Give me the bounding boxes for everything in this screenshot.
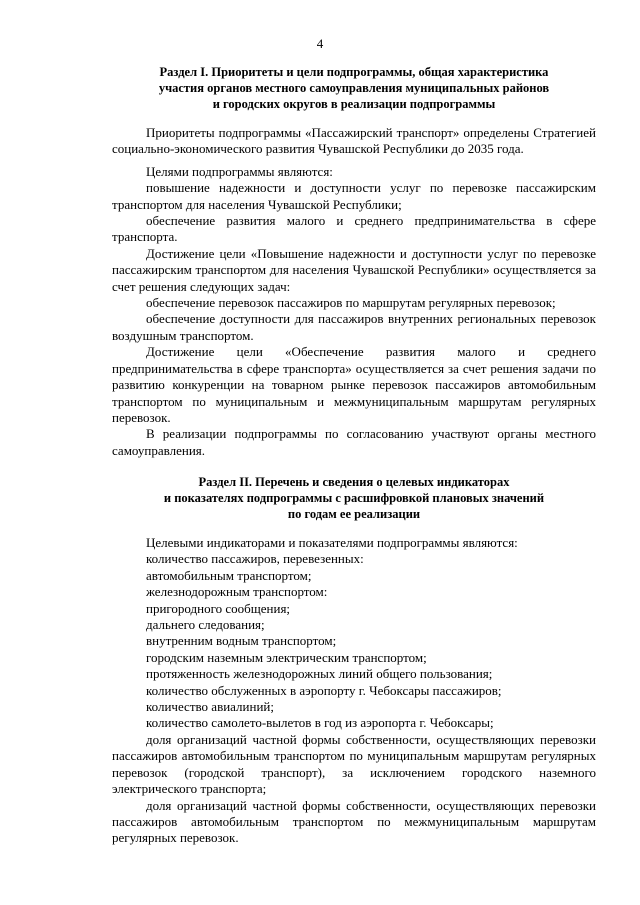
page-number: 4	[316, 36, 324, 51]
list-item: количество авиалиний;	[146, 699, 274, 715]
section-1-title-line: и городских округов в реализации подпрограммы	[212, 97, 496, 111]
list-item: внутренним водным транспортом;	[146, 633, 337, 649]
list-item: протяженность железнодорожных линий общего пользования;	[146, 666, 493, 682]
paragraph: обеспечение доступности для пассажиров внутренних региональных перевозок воздушным транспортом.	[112, 311, 596, 343]
section-2-title-line: по годам ее реализации	[287, 507, 421, 521]
list-item: автомобильным транспортом;	[146, 567, 312, 583]
list-item: пригородного сообщения;	[146, 600, 291, 616]
paragraph: В реализации подпрограммы по согласованию участвуют органы местного самоуправления.	[112, 426, 596, 458]
list-item: Целевыми индикаторами и показателями подпрограммы являются:	[146, 535, 518, 550]
paragraph: обеспечение перевозок пассажиров по маршрутам регулярных перевозок;	[146, 295, 556, 311]
list-item: дальнего следования;	[146, 617, 265, 633]
section-2-title-line: Раздел II. Перечень и сведения о целевых индикаторах	[198, 475, 510, 489]
section-1-title	[112, 64, 596, 112]
paragraph: доля организаций частной формы собственности, осуществляющих перевозки пассажиров автомобильным транспортом по муниципальным маршрутам регулярных перевозок (городской транспорт), за исключением городского наземного электрического транспорта;	[112, 731, 596, 797]
list-item: количество пассажиров, перевезенных:	[146, 551, 364, 567]
section-2-title	[112, 474, 596, 522]
paragraph: доля организаций частной формы собственности, осуществляющих перевозки пассажиров автомобильным транспортом по межмуниципальным маршрутам регулярных перевозок.	[112, 797, 596, 846]
section-2-body	[112, 535, 596, 847]
list-item: железнодорожным транспортом:	[146, 584, 328, 600]
paragraph: Приоритеты подпрограммы «Пассажирский транспорт» определены Стратегией социально-экономического развития Чувашской Республики до 2035 года.	[112, 125, 596, 157]
section-1-title-line: участия органов местного самоуправления муниципальных районов	[158, 81, 550, 95]
paragraph: обеспечение развития малого и среднего предпринимательства в сфере транспорта.	[112, 213, 596, 245]
list-item: количество обслуженных в аэропорту г. Чебоксары пассажиров;	[146, 682, 502, 698]
paragraph: Достижение цели «Обеспечение развития малого и среднего предпринимательства в сфере транспорта» осуществляется за счет решения задачи по развитию конкуренции на товарном рынке перевозок пассажиров автомобильным транспортом по муниципальным и межмуниципальным маршрутам регулярных перевозок.	[112, 344, 596, 425]
list-item: количество самолето-вылетов в год из аэропорта г. Чебоксары;	[146, 715, 494, 731]
paragraph: Достижение цели «Повышение надежности и доступности услуг по перевозке пассажирским транспортом для населения Чувашской Республики» осуществляется за счет решения следующих задач:	[112, 245, 596, 294]
section-2-title-line: и показателях подпрограммы с расшифровкой плановых значений	[163, 491, 545, 505]
paragraph: повышение надежности и доступности услуг по перевозке пассажирским транспортом для населения Чувашской Республики;	[112, 180, 596, 212]
section-1-body	[112, 125, 596, 459]
paragraph: Целями подпрограммы являются:	[146, 163, 333, 179]
section-1-title-line: Раздел I. Приоритеты и цели подпрограммы, общая характеристика	[159, 65, 549, 79]
list-item: городским наземным электрическим транспортом;	[146, 649, 427, 665]
